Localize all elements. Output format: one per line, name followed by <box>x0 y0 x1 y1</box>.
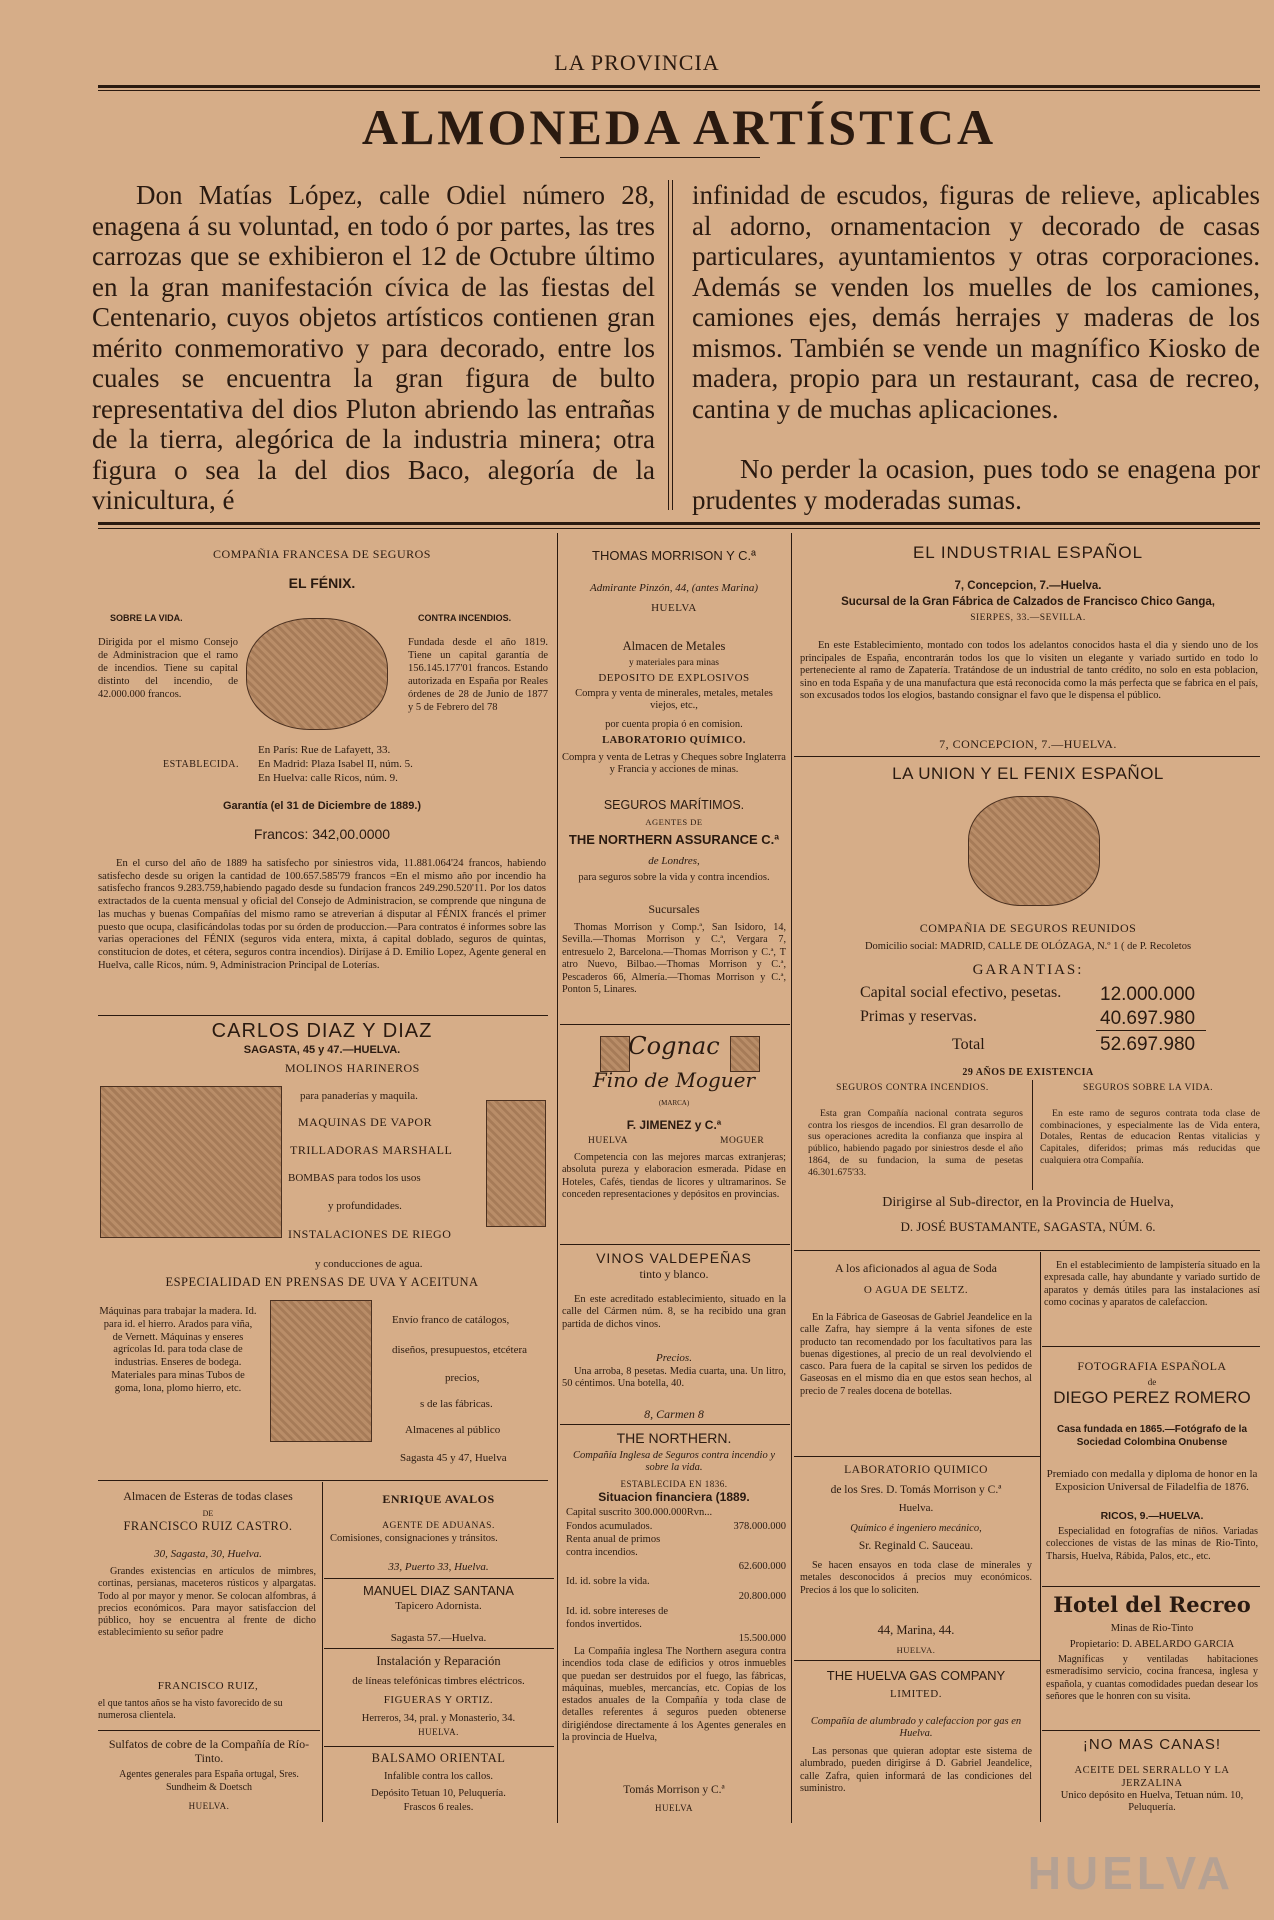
lab-rule <box>794 1660 1040 1661</box>
carlos-line-4: TRILLADORAS MARSHALL <box>290 1143 453 1157</box>
cognac-line-5: HUELVA <box>588 1136 628 1146</box>
union-total-value: 52.697.980 <box>1100 1034 1196 1055</box>
soda-rule <box>794 1456 1040 1457</box>
carlos-right-6: Sagasta 45 y 47, Huelva <box>400 1452 507 1464</box>
header-rule <box>98 85 1260 88</box>
fenix-guarantee: Garantía (el 31 de Diciembre de 1889.) <box>222 800 422 812</box>
avalos-name: ENRIQUE AVALOS <box>382 1492 495 1506</box>
cognac-rule <box>560 1244 790 1245</box>
union-premiums-label: Primas y reservas. <box>860 1008 977 1025</box>
ruiz-head-3: FRANCISCO RUIZ CASTRO. <box>123 1519 293 1533</box>
cognac-line-2: Fino de Moguer <box>592 1068 756 1092</box>
union-fire-text: Esta gran Compañía nacional contrata seguros contra los riesgos de incendios. El gran desarrollo de sus operaciones acredita la confianza que inspira al público, habiendo pagado por siniestros desde el año 1864, de su fundacion, la suma de pesetas 46.301.675'33. <box>808 1108 1023 1178</box>
almoneda-col2: infinidad de escudos, figuras de relieve, aplicables al adorno, ornamentacion y decorado de casas particulares, ayuntamientos y otras corporaciones. Además se venden los muelles de los camiones, camiones ejes, demás herrajes y maderas de los mismos. También se vende un magnífico Kiosko de madera, propio para un restaurant, casa de recreo, cantina y de muchas aplicaciones. <box>692 180 1260 424</box>
sulfatos-title: Sulfatos de cobre de la Compañía de Río-Tinto. <box>108 1737 310 1765</box>
industrial-footer: 7, CONCEPCION, 7.—HUELVA. <box>939 737 1117 751</box>
carlos-line-3: MAQUINAS DE VAPOR <box>298 1115 433 1129</box>
fenix-est-madrid: En Madrid: Plaza Isabel II, núm. 5. <box>258 758 413 770</box>
northern-established: ESTABLECIDA EN 1836. <box>620 1479 728 1489</box>
balsamo-line-2: Depósito Tetuan 10, Peluquería. <box>371 1788 506 1799</box>
northern-body: La Compañía inglesa The Northern asegura contra incendios toda clase de edificios y otros inmuebles que puedan ser destruidos por el fuego, las fábricas, máquinas, muebles, mercancías, etc. Copias de los estados anuales de la Compañía y toda clase de detalles referentes á seguros pueden obtenerse dirigiéndose directamente á los Agentes generales en la provincia de Huelva, <box>562 1646 786 1744</box>
northern-row-5-value: 15.500.000 <box>738 1633 786 1644</box>
morrison-line-1: Almacen de Metales <box>622 639 726 653</box>
instal-rule <box>324 1746 554 1747</box>
balsamo-name: BALSAMO ORIENTAL <box>371 1751 506 1765</box>
avalos-line-1: AGENTE DE ADUANAS. <box>382 1521 495 1531</box>
fenix-rule <box>98 1015 548 1016</box>
union-life-text: En este ramo de seguros contrata toda clase de combinaciones, y especialmente las de Vida entera, Dotales, Rentas de educacion Rentas vitalicias y Capitales, diferidos; primas más reducidas que cualquiera otra Compañía. <box>1040 1108 1260 1166</box>
cognac-line-1: Cognac <box>628 1032 720 1060</box>
hotel-body: Magníficas y ventiladas habitaciones esmeradísimo servicio, cocina francesa, inglesa y española, y cuantas comodidades puedan desear los señores que le honren con su visita. <box>1046 1654 1258 1702</box>
northern-subtitle: Compañía Inglesa de Seguros contra incendio y sobre la vida. <box>573 1450 775 1473</box>
union-name: LA UNION Y EL FENIX ESPAÑOL <box>892 764 1164 783</box>
fenix-company: COMPAÑIA FRANCESA DE SEGUROS <box>213 547 431 561</box>
industrial-line-2: Sucursal de la Gran Fábrica de Calzados de Francisco Chico Ganga, <box>841 596 1215 608</box>
ads-divider-1 <box>557 533 558 1823</box>
vinos-subtitle: tinto y blanco. <box>639 1267 709 1281</box>
carlos-line-1: MOLINOS HARINEROS <box>285 1061 420 1075</box>
morrison-line-3: DEPOSITO DE EXPLOSIVOS <box>598 672 750 684</box>
gas-name: THE HUELVA GAS COMPANY <box>826 1668 1006 1683</box>
fenix-body: En el curso del año de 1889 ha satisfecho por siniestros vida, 11.881.064'24 francos, habiendo satisfecho desde su origen la cantidad de 100.657.585'79 francos =En el mismo año por incendio ha satisfecho francos 9.283.759,habiendo pagado desde su fundacion francos 249.290.520'11. Por los datos extractados de la cuenta mensual y oficial del Consejo de Administracion, se comprende que ninguna de las muchas y buenas Compañías del mismo ramo se atreverian á disputar al FÉNIX francés el primer puesto que ocupa, clasificándolas todas por su órden de produccion.—Para contratos é informes sobre las varias operaciones del FÉNIX (seguros vida entera, mixta, á capital doblado, seguros de quintas, constitucion de dotes, et cétera, seguros contra incendios). Diríjase á D. Emilio Lopez, Agente general en Huelva, calle Ricos, núm. 9, Administracion Principal de Loterías. <box>98 858 546 971</box>
canas-name: ¡NO MAS CANAS! <box>1082 1736 1222 1753</box>
carlos-line-5: BOMBAS para todos los usos <box>288 1172 421 1184</box>
foto-body: Especialidad en fotografías de niños. Variadas colecciones de vistas de las minas de Rio-Tinto, Tharsis, Huelva, Rábida, Palos, etc., etc. <box>1046 1526 1258 1562</box>
fenix-est-paris: En París: Rue de Lafayett, 33. <box>258 744 391 756</box>
lab-line-5: Sr. Reginald C. Sauceau. <box>858 1540 974 1552</box>
northern-name: THE NORTHERN. <box>616 1430 732 1446</box>
santana-name: MANUEL DIAZ SANTANA <box>363 1583 514 1598</box>
union-capital-value: 12.000.000 <box>1100 984 1196 1005</box>
morrison-name: THOMAS MORRISON Y C.ª <box>592 548 756 563</box>
santana-line-2: Sagasta 57.—Huelva. <box>390 1632 487 1644</box>
carlos-address: SAGASTA, 45 y 47.—HUELVA. <box>243 1044 401 1056</box>
ruiz-footer: el que tantos años se ha visto favorecido de su numerosa clientela. <box>98 1698 283 1721</box>
morrison-line-7: Compra y venta de Letras y Cheques sobre Inglaterra y Francia y acciones de minas. <box>562 752 786 775</box>
balsamo-line-3: Frascos 6 reales. <box>403 1802 474 1813</box>
bottom-left-divider <box>322 1482 323 1822</box>
fenix-inc-text: Fundada desde el año 1819. Tiene un capital garantía de 156.145.177'01 francos. Estando autorizada en España por Reales órdenes de 28 de Junio de 1877 y 5 de Febrero del 78 <box>408 637 548 713</box>
sulfatos-city: HUELVA. <box>188 1801 230 1811</box>
ruiz-body: Grandes existencias en artículos de mimbres, cortinas, persianas, maceteros rústicos y alpargatas. Todo al por mayor y menor. Se colocan alfombras, á precios económicos. Para mayor satisfaccion del público, hoy se encuentra al frente de dicho establecimiento su señor padre <box>98 1566 316 1639</box>
lab-line-1: LABORATORIO QUIMICO <box>844 1464 988 1476</box>
vinos-rule <box>560 1424 790 1425</box>
gas-body: Las personas que quieran adoptar este sistema de alumbrado, pueden dirigirse á D. Gabriel Jeandelice, calle Zafra, quien informará de las condiciones del suministro. <box>800 1746 1032 1794</box>
ruiz-signature: FRANCISCO RUIZ, <box>157 1680 259 1692</box>
almoneda-title: ALMONEDA ARTÍSTICA <box>361 99 997 155</box>
fenix-vida-head: SOBRE LA VIDA. <box>110 613 183 623</box>
press-machine-illustration <box>270 1300 372 1442</box>
carlos-specialty: ESPECIALIDAD EN PRENSAS DE UVA Y ACEITUNA <box>165 1275 479 1289</box>
union-life-head: SEGUROS SOBRE LA VIDA. <box>1082 1083 1214 1093</box>
union-total-label: Total <box>952 1036 985 1053</box>
ruiz-rule <box>98 1730 320 1731</box>
gas-line-2: Compañía de alumbrado y calefaccion por gas en Huelva. <box>810 1716 1022 1739</box>
lab-body: Se hacen ensayos en toda clase de minerales y metales desconocidos á precios muy económicos. Precios á los que lo soliciten. <box>800 1560 1032 1596</box>
northern-row-2-label: Fondos acumulados. <box>566 1521 653 1532</box>
morrison-line-6: LABORATORIO QUÍMICO. <box>602 735 746 746</box>
fenix-est-huelva: En Huelva: calle Ricos, núm. 9. <box>258 772 398 784</box>
hotel-line-2: Propietario: D. ABELARDO GARCIA <box>1069 1639 1235 1650</box>
union-guarantees: GARANTIAS: <box>972 962 1084 978</box>
fenix-francs: Francos: 342,00.0000 <box>253 826 391 842</box>
union-fire-head: SEGUROS CONTRA INCENDIOS. <box>836 1083 989 1093</box>
vinos-address: 8, Carmen 8 <box>644 1407 704 1421</box>
fenix-inc-head: CONTRA INCENDIOS. <box>418 613 512 623</box>
santana-line-1: Tapicero Adornista. <box>395 1600 482 1612</box>
carlos-name: CARLOS DIAZ Y DIAZ <box>211 1020 433 1042</box>
union-years: 29 AÑOS DE EXISTENCIA <box>962 1067 1094 1078</box>
lab-line-2: de los Sres. D. Tomás Morrison y C.ª <box>830 1484 1002 1496</box>
union-directions-2: D. JOSÉ BUSTAMANTE, SAGASTA, NÚM. 6. <box>900 1219 1156 1234</box>
cognac-line-3: (MARCA) <box>658 1099 690 1107</box>
morrison-line-4: Compra y venta de minerales, metales, metales viejos, etc., <box>575 688 773 711</box>
lab-line-3: Huelva. <box>898 1502 934 1514</box>
lab-address: 44, Marina, 44. <box>877 1623 955 1637</box>
ruiz-address: 30, Sagasta, 30, Huelva. <box>154 1548 262 1560</box>
carlos-left-list: Máquinas para trabajar la madera. Id. para id. el hierro. Arados para viña, de Vernett. Máquinas y enseres agrícolas Id. para toda clase de industrias. Enseres de bodega. Materiales para minas Tubos de goma, lona, plomo hierro, etc. <box>99 1306 257 1394</box>
eagle-emblem-illustration <box>968 796 1100 906</box>
soda-body: En la Fábrica de Gaseosas de Gabriel Jeandelice en la calle Zafra, hay siempre á la venta sifones de este producto tan recomendado por los facultativos para las buenas digestiones, al precio de un real devolviendo el casco. Para fuera de la capital se sirven los pedidos de Gaseosas en el mismo dia en que estos sean hechos, al precio de 7 reales docena de botellas. <box>800 1312 1032 1397</box>
northern-city: HUELVA <box>654 1803 693 1813</box>
canas-line-1: ACEITE DEL SERRALLO Y LA JERZALINA <box>1074 1765 1230 1789</box>
pump-illustration <box>486 1100 546 1227</box>
cognac-body: Competencia con las mejores marcas extranjeras; absoluta pureza y elaboracion esmerada. Pídase en Hoteles, Cafés, tiendas de licores y ultramarinos. Se conceden representaciones y depósitos en provincias. <box>562 1152 786 1200</box>
morrison-city: HUELVA <box>651 602 697 614</box>
carlos-right-3: precios, <box>445 1372 480 1384</box>
newspaper-header: LA PROVINCIA <box>554 50 720 75</box>
column-divider <box>668 180 669 510</box>
fenix-name: EL FÉNIX. <box>288 575 356 591</box>
ruiz-head-1: Almacen de Esteras de todas clases <box>123 1489 293 1503</box>
northern-signature: Tomás Morrison y C.ª <box>623 1784 725 1796</box>
union-premiums-value: 40.697.980 <box>1100 1008 1196 1029</box>
northern-row-4-label: Id. id. sobre la vida. <box>566 1576 650 1587</box>
fenix-vida-text: Dirigida por el mismo Consejo de Administracion que el ramo de incendios. Tiene su capital distinto del incendio, de 42.000.000 francos. <box>98 637 238 700</box>
vinos-body: En este acreditado establecimiento, situado en la calle del Cármen núm. 8, se ha recibido una gran partida de dichos vinos. <box>562 1294 786 1330</box>
carlos-rule <box>98 1480 548 1481</box>
morrison-line-2: y materiales para minas <box>629 658 719 668</box>
lab-city: HUELVA. <box>896 1645 936 1655</box>
canas-line-2: Unico depósito en Huelva, Tetuan núm. 10, Peluquería. <box>1060 1790 1244 1813</box>
foto-line-5: Premiado con medalla y diploma de honor en la Exposicion Universal de Filadelfia de 1876. <box>1046 1468 1258 1493</box>
instal-line-2: de líneas telefónicas timbres eléctricos. <box>352 1675 525 1687</box>
northern-row-4-value: 20.800.000 <box>738 1591 786 1602</box>
foto-line-4: Casa fundada en 1865.—Fotógrafo de la Sociedad Colombina Onubense <box>1056 1424 1248 1448</box>
lampisteria-body: En el establecimiento de lampistería situado en la expresada calle, hay abundante y variado surtido de aparatos y demás útiles para las instalaciones así como cocinas y aparatos de calefaccion. <box>1044 1260 1260 1308</box>
industrial-line-1: 7, Concepcion, 7.—Huelva. <box>954 580 1102 592</box>
carlos-line-8: y conducciones de agua. <box>315 1258 423 1270</box>
industrial-rule <box>794 756 1260 757</box>
section-rule-thin <box>98 528 1260 529</box>
cognac-line-6: MOGUER <box>720 1136 765 1146</box>
hotel-line-1: Minas de Rio-Tinto <box>1110 1623 1194 1634</box>
cognac-line-4: F. JIMENEZ y C.ª <box>626 1118 722 1132</box>
morrison-line-9: AGENTES DE <box>645 817 703 827</box>
foto-rule <box>1042 1586 1260 1587</box>
avalos-line-3: 33, Puerto 33, Huelva. <box>388 1561 489 1573</box>
column-divider-2 <box>672 180 673 510</box>
gas-line-1: LIMITED. <box>890 1688 942 1700</box>
instal-line-3: FIGUERAS Y ORTIZ. <box>383 1694 494 1706</box>
northern-situation: Situacion financiera (1889. <box>598 1490 750 1504</box>
union-total-rule <box>1096 1030 1206 1031</box>
phoenix-emblem-illustration <box>246 618 388 730</box>
avalos-line-2: Comisiones, consignaciones y tránsitos. <box>330 1533 498 1544</box>
santana-rule <box>324 1648 554 1649</box>
hotel-rule <box>1042 1730 1260 1731</box>
foto-line-1: FOTOGRAFIA ESPAÑOLA <box>1077 1359 1227 1373</box>
library-watermark: HUELVA <box>1027 1847 1234 1899</box>
lampisteria-rule <box>1042 1346 1260 1347</box>
union-capital-label: Capital social efectivo, pesetas. <box>860 984 1062 1001</box>
balsamo-line-1: Infalible contra los callos. <box>383 1771 494 1782</box>
hotel-name: Hotel del Recreo <box>1053 1592 1251 1617</box>
northern-row-3-label: Renta anual de primos contra incendios. <box>566 1534 661 1558</box>
almoneda-col2-closing: No perder la ocasion, pues todo se enagena por prudentes y moderadas sumas. <box>692 454 1260 515</box>
northern-row-1: Capital suscrito 300.000.000Rvn... <box>566 1507 713 1518</box>
instal-line-5: HUELVA. <box>418 1727 459 1737</box>
ads-divider-2 <box>791 533 792 1823</box>
carlos-right-2: diseños, presupuestos, etcétera <box>392 1344 528 1356</box>
almoneda-col1: Don Matías López, calle Odiel número 28, enagena á su voluntad, en todo ó por partes, las tres carrozas que se exhibieron el 12 de Octubre último en la gran manifestación cívica de las fiestas del Centenario, cuyos objetos artísticos contienen gran mérito conmemorativo y para decorado, entre los cuales se encuentra la gran figura de bulto representativa del dios Pluton abriendo las entrañas de la tierra, alegórica de la industria minera; otra figura o sea la del dios Baco, alegoría de la vinicultura, é <box>92 180 655 515</box>
soda-line-1: A los aficionados al agua de Soda <box>835 1261 997 1275</box>
morrison-line-8: SEGUROS MARÍTIMOS. <box>603 798 745 812</box>
morrison-line-11: de Londres, <box>648 855 700 867</box>
industrial-line-3: SIERPES, 33.—SEVILLA. <box>970 613 1086 623</box>
carlos-line-2: para panaderías y maquila. <box>300 1090 418 1102</box>
union-domicile: Domicilio social: MADRID, CALLE DE OLÓZAGA, N.º 1 ( de P. Recoletos <box>864 941 1192 952</box>
soda-line-2: O AGUA DE SELTZ. <box>863 1284 969 1296</box>
sulfatos-agents: Agentes generales para España ortugal, Sres. Sundheim & Doetsch <box>119 1769 299 1793</box>
instal-line-4: Herreros, 34, pral. y Monasterio, 34. <box>361 1713 516 1724</box>
avalos-rule <box>324 1578 554 1579</box>
section-rule <box>98 522 1260 525</box>
industrial-body: En este Establecimiento, montado con todos los adelantos conocidos hasta el dia y siendo uno de los principales de España, encontrarán todos los que lo visiten un elegante y variado surtido en todo lo perteneciente al ramo de Zapatería. Tratándose de un industrial de tanto crédito, no solo en esta poblacion, sino en toda España y de una manufactura que está reconocida como la más perfecta que se fabrica en el país, son excusados todos los elogios, bastando consignar el favo que le dispensa el público. <box>800 640 1258 702</box>
union-subtitle: COMPAÑIA DE SEGUROS REUNIDOS <box>919 921 1137 935</box>
northern-row-2-value: 378.000.000 <box>733 1521 786 1532</box>
carlos-right-4: s de las fábricas. <box>420 1398 493 1410</box>
carlos-right-5: Almacenes al público <box>405 1424 501 1436</box>
title-underline <box>560 157 760 158</box>
instal-line-1: Instalación y Reparación <box>376 1654 501 1668</box>
foto-line-2: de <box>1147 1377 1157 1387</box>
union-rule <box>794 1250 1260 1251</box>
morrison-rule <box>560 1024 790 1025</box>
union-directions-1: Dirigirse al Sub-director, en la Provincia de Huelva, <box>882 1195 1174 1210</box>
foto-line-3: DIEGO PEREZ ROMERO <box>1053 1388 1251 1407</box>
morrison-address: Admirante Pinzón, 44, (antes Marina) <box>589 582 759 594</box>
carlos-line-6: y profundidades. <box>328 1200 402 1212</box>
bottom-right-divider <box>1040 1252 1041 1822</box>
morrison-line-5: por cuenta propia ó en comision. <box>605 719 743 730</box>
foto-line-6: RICOS, 9.—HUELVA. <box>1100 1510 1204 1522</box>
fenix-established-label: ESTABLECIDA. <box>163 759 240 770</box>
northern-row-5-label: Id. id. sobre intereses de fondos invertidos. <box>566 1606 669 1630</box>
morrison-branches: Thomas Morrison y Comp.ª, San Isidoro, 14, Sevilla.—Thomas Morrison y C.ª, Vergara 7, entresuelo 2, Barcelona.—Thomas Morrison y C.ª, T atro Nuevo, Bilbao.—Thomas Morrison y C.ª, Pescaderos 66, Almería.—Thomas Morrison y C.ª, Ponton 5, Linares. <box>562 922 786 996</box>
morrison-line-13: Sucursales <box>648 902 700 916</box>
industrial-name: EL INDUSTRIAL ESPAÑOL <box>912 543 1144 562</box>
vinos-prices-head: Precios. <box>656 1352 692 1364</box>
mill-machine-illustration <box>100 1086 282 1238</box>
morrison-line-10: THE NORTHERN ASSURANCE C.ª <box>568 832 780 847</box>
ruiz-head-2: DE <box>202 1509 214 1518</box>
vinos-prices: Una arroba, 8 pesetas. Media cuarta, una. Un litro, 50 céntimos. Una botella, 40. <box>562 1366 786 1390</box>
morrison-line-12: para seguros sobre la vida y contra incendios. <box>578 872 770 883</box>
carlos-line-7: INSTALACIONES DE RIEGO <box>288 1227 452 1241</box>
union-divider <box>1032 1080 1033 1190</box>
lab-line-4: Químico é ingeniero mecánico, <box>850 1523 982 1534</box>
carlos-right-1: Envío franco de catálogos, <box>392 1314 510 1326</box>
vinos-name: VINOS VALDEPEÑAS <box>596 1250 752 1266</box>
northern-row-3-value: 62.600.000 <box>738 1561 786 1572</box>
header-rule-thin <box>98 90 1260 91</box>
